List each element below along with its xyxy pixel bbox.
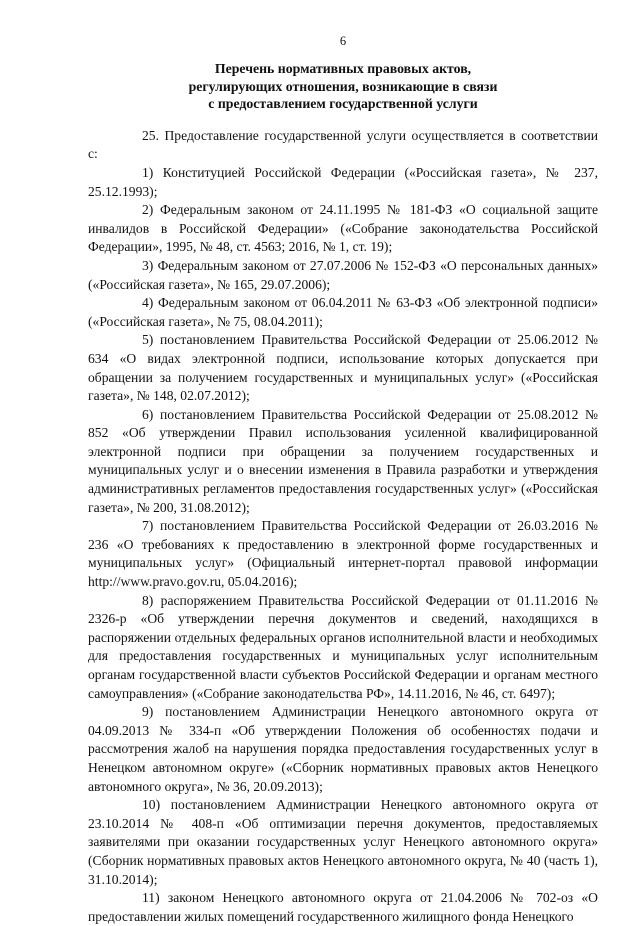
paragraph-item-2: 2) Федеральным законом от 24.11.1995 № 181-ФЗ «О социальной защите инвалидов в Российской Федерации» («Собрание законодательства Российской Федерации», 1995, № 48, ст. 4563; 2016, № 1, ст. 19); — [88, 202, 598, 255]
paragraph-item-4: 4) Федеральным законом от 06.04.2011 № 63-ФЗ «Об электронной подписи» («Российская газета», № 75, 08.04.2011); — [88, 295, 598, 329]
paragraph-item-3: 3) Федеральным законом от 27.07.2006 № 152-ФЗ «О персональных данных» («Российская газета», № 165, 29.07.2006); — [88, 257, 598, 292]
paragraph-item-1: 1) Конституцией Российской Федерации («Российская газета», № 237, 25.12.1993); — [88, 164, 598, 199]
paragraph-item-11: 11) законом Ненецкого автономного округа от 21.04.2006 № 702-оз «О предоставлении жилых помещений государственного жилищного фонда Ненецкого — [88, 890, 598, 924]
document-body — [88, 127, 598, 926]
page-number: 6 — [339, 34, 347, 48]
heading-line-3: с предоставлением государственной услуги — [208, 96, 478, 112]
paragraph-item-7: 7) постановлением Правительства Российской Федерации от 26.03.2016 № 236 «О требованиях к предоставлению в электронной форме государственных и муниципальных услуг» (Официальный интернет-портал правовой информации http://www.pravo.gov.ru, 05.04.2016); — [88, 518, 598, 590]
paragraph-item-6: 6) постановлением Правительства Российской Федерации от 25.08.2012 № 852 «Об утверждении Правил использования усиленной квалифицированной электронной подписи при обращении за получением государственных и муниципальных услуг и о внесении изменения в Правила разработки и утверждения административных регламентов предоставления государственных услуг» («Российская газета», № 200, 31.08.2012); — [88, 406, 598, 515]
paragraph-item-9: 9) постановлением Администрации Ненецкого автономного округа от 04.09.2013 № 334-п «Об утверждении Положения об особенностях подачи и рассмотрения жалоб на нарушения порядка предоставления государственных услуг в Ненецком автономном округе» («Сборник нормативных правовых актов Ненецкого автономного округа», № 36, 20.09.2013); — [88, 704, 598, 794]
heading-line-2: регулирующих отношения, возникающие в связи — [188, 78, 498, 94]
section-heading — [88, 60, 598, 113]
paragraph-item-10: 10) постановлением Администрации Ненецкого автономного округа от 23.10.2014 № 408-п «Об оптимизации перечня документов, предоставляемых заявителями при оказании государственных услуг Ненецкого автономного округа» (Сборник нормативных правовых актов Ненецкого автономного округа, № 40 (часть 1), 31.10.2014); — [88, 797, 598, 887]
paragraph-item-8: 8) распоряжением Правительства Российской Федерации от 01.11.2016 № 2326-р «Об утверждении перечня документов и сведений, находящихся в распоряжении отдельных федеральных органов исполнительной власти и необходимых для предоставления государственных и муниципальных услуг исполнительным органам государственной власти субъектов Российской Федерации и органам местного самоуправления» («Собрание законодательства РФ», 14.11.2016, № 46, ст. 6497); — [88, 592, 598, 701]
paragraph-intro: 25. Предоставление государственной услуги осуществляется в соответствии с: — [88, 127, 598, 162]
paragraph-item-5: 5) постановлением Правительства Российской Федерации от 25.06.2012 № 634 «О видах электронной подписи, использование которых допускается при обращении за получением государственных и муниципальных услуг» («Российская газета», № 148, 02.07.2012); — [88, 332, 598, 404]
heading-line-1: Перечень нормативных правовых актов, — [214, 61, 472, 76]
